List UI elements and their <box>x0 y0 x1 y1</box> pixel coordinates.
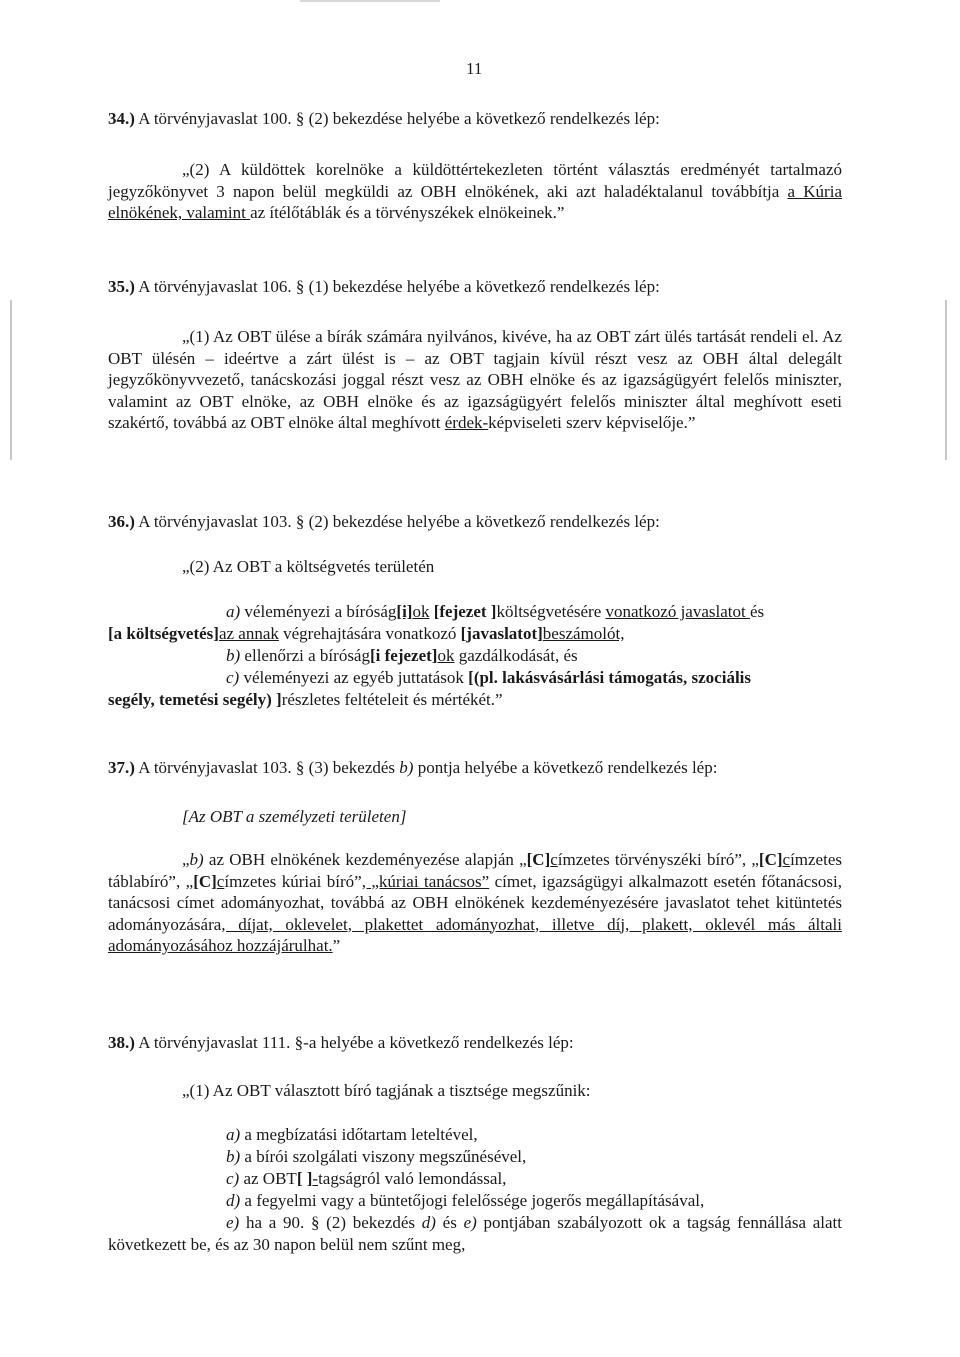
item-36-point-a-cont: [a költségvetés]az annak végrehajtására vonatkozó [javaslatot]beszámolót, <box>108 624 625 643</box>
scan-margin-line <box>10 300 12 460</box>
item-34-heading: 34.) A törvényjavaslat 100. § (2) bekezdése helyébe a következő rendelkezés lép: <box>108 109 660 128</box>
item-34-quote: „(2) A küldöttek korelnöke a küldöttértekezleten történt választás eredményét tartalmazó jegyzőkönyvet 3 napon belül megküldi az OBH elnökének, aki azt haladéktalanul továbbítja a Kúria elnökének, valamint az ítélőtáblák és a törvényszékek elnökeinek.” <box>108 160 842 222</box>
item-38-point-a: a) a megbízatási időtartam leteltével, <box>226 1125 478 1144</box>
item-38-point-d: d) a fegyelmi vagy a büntetőjogi felelőssége jogerős megállapításával, <box>226 1191 705 1210</box>
item-37-context: [Az OBT a személyzeti területen] <box>182 807 407 826</box>
item-37-heading: 37.) A törvényjavaslat 103. § (3) bekezdés b) pontja helyébe a következő rendelkezés lép: <box>108 758 718 777</box>
item-38-heading: 38.) A törvényjavaslat 111. §-a helyébe a következő rendelkezés lép: <box>108 1033 574 1052</box>
item-36-intro: „(2) Az OBT a költségvetés területén <box>182 557 435 576</box>
item-38-point-b: b) a bírói szolgálati viszony megszűnésével, <box>226 1147 527 1166</box>
item-35-quote: „(1) Az OBT ülése a bírák számára nyilvános, kivéve, ha az OBT zárt ülés tartását rendeli el. Az OBT ülésén – ideértve a zárt ülést is – az OBT tagjain kívül részt vesz az OBH által delegált jegyzőkönyvvezető, tanácskozási joggal részt vesz az OBH elnöke és az igazságügyért felelős miniszter, valamint az OBT elnöke, az OBH elnöke és az igazságügyért felelős miniszter által meghívott eseti szakértő, továbbá az OBT elnöke által meghívott érdek-képviseleti szerv képviselője.” <box>108 327 842 432</box>
scan-artifact <box>300 0 440 2</box>
item-36-point-a: a) véleményezi a bíróság[i]ok [fejezet ]költségvetésére vonatkozó javaslatot és <box>226 602 765 621</box>
page-number: 11 <box>466 59 483 78</box>
item-35-heading: 35.) A törvényjavaslat 106. § (1) bekezdése helyébe a következő rendelkezés lép: <box>108 277 660 296</box>
scan-margin-line <box>945 300 947 460</box>
item-38-intro: „(1) Az OBT választott bíró tagjának a tisztsége megszűnik: <box>182 1081 591 1100</box>
item-38-point-c: c) az OBT[ ]-tagságról való lemondással, <box>226 1169 507 1188</box>
item-36-heading: 36.) A törvényjavaslat 103. § (2) bekezdése helyébe a következő rendelkezés lép: <box>108 512 660 531</box>
item-37-quote: „b) az OBH elnökének kezdeményezése alapján „[C]címzetes törvényszéki bíró”, „[C]címzetes táblabíró”, „[C]címzetes kúriai bíró”, „kúriai tanácsos” címet, igazságügyi alkalmazott esetén főtanácsosi, tanácsosi címet adományozhat, továbbá az OBH elnökének kezdeményezésére javaslatot tehet kitüntetés adományozására, díjat, oklevelet, plakettet adományozhat, illetve díj, plakett, oklevél más általi adományozásához hozzájárulhat.” <box>108 850 842 955</box>
item-38-point-e: e) ha a 90. § (2) bekezdés d) és e) pontjában szabályozott ok a tagság fennállása alatt következett be, és az 30 napon belül nem szűnt meg, <box>108 1213 842 1254</box>
item-36-point-c: c) véleményezi az egyéb juttatások [(pl. lakásvásárlási támogatás, szociális <box>226 668 752 687</box>
item-36-point-c-cont: segély, temetési segély) ]részletes feltételeit és mértékét.” <box>108 690 503 709</box>
item-36-point-b: b) ellenőrzi a bíróság[i fejezet]ok gazdálkodását, és <box>226 646 578 665</box>
